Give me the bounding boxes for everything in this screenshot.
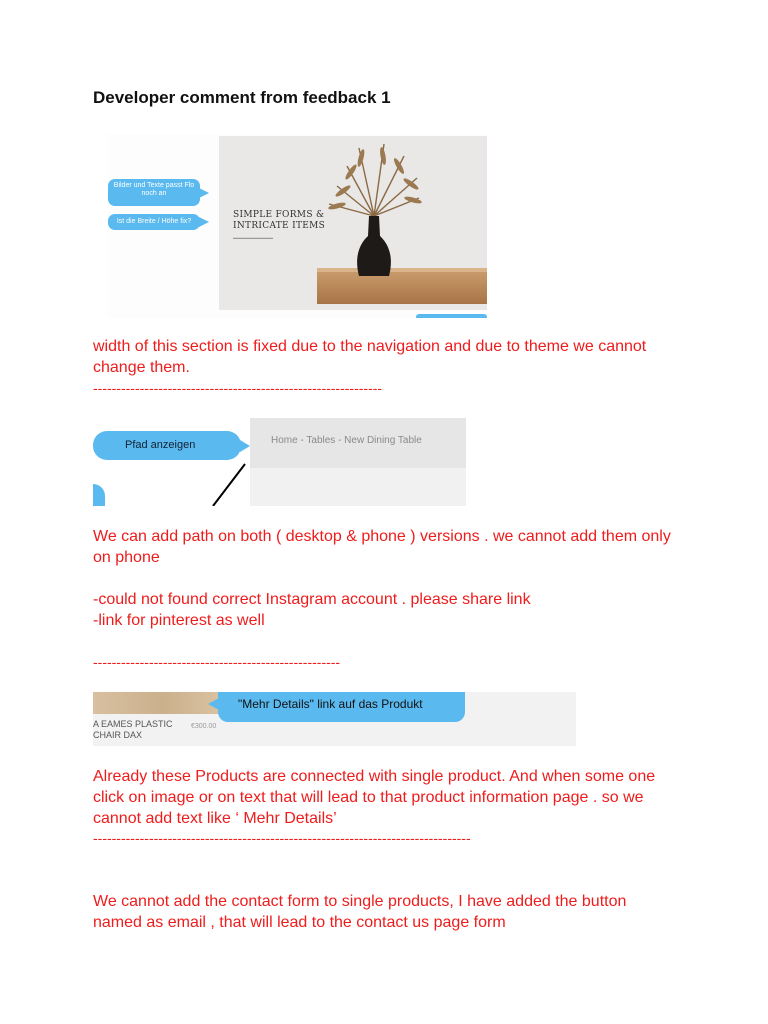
comment-product-links: Already these Products are connected with single product. And when some one click on image or on text that will lead to that product information page . so we cannot add text like ‘ Mehr Details’ (93, 768, 656, 827)
hero-heading-line1: SIMPLE FORMS & (233, 210, 325, 220)
black-vase (219, 136, 487, 310)
product-price: €300.00 (191, 723, 217, 730)
separator-1: -------------------------------------------------------------- (93, 381, 383, 395)
comment-pinterest: -link for pinterest as well (93, 612, 265, 629)
feedback-bubble-show-path-text: Pfad anzeigen (125, 439, 196, 451)
feedback-bubble-more-details-text: "Mehr Details" link auf das Produkt (238, 697, 423, 711)
hero-subtext-placeholder: ▬▬▬▬▬▬▬▬▬▬ (233, 235, 273, 240)
hero-heading-line2: INTRICATE ITEMS (233, 221, 326, 231)
feedback-bubble-more-details (218, 692, 465, 722)
pointer-line (93, 418, 466, 506)
comment-section-width: width of this section is fixed due to the navigation and due to theme we cannot change them. (93, 338, 647, 376)
breadcrumb-text: Home - Tables - New Dining Table (271, 435, 422, 446)
feedback-bubble-width (108, 214, 200, 230)
comment-instagram: -could not found correct Instagram account . please share link (93, 591, 531, 608)
breadcrumb-screenshot (93, 418, 466, 506)
feedback-bubble-images (108, 179, 200, 206)
product-name-line1: A EAMES PLASTIC (93, 719, 173, 729)
document-title: Developer comment from feedback 1 (93, 88, 391, 107)
product-details-screenshot (93, 692, 576, 746)
separator-3: --------------------------------------------------------------------------------- (93, 831, 471, 845)
blue-bar-fragment (416, 314, 487, 318)
hero-image-panel (219, 136, 487, 310)
feedback-bubble-images-text: Bilder und Texte passt Flo noch an (113, 182, 195, 197)
separator-2: ----------------------------------------------------- (93, 655, 341, 669)
product-name-line2: CHAIR DAX (93, 730, 143, 740)
product-name (93, 719, 173, 741)
feedback-bubble-width-text: Ist die Breite / Höhe fix? (116, 218, 192, 225)
comment-contact-form: We cannot add the contact form to single products, I have added the button named as email , that will lead to the contact us page form (93, 893, 627, 931)
comment-path-versions: We can add path on both ( desktop & phone ) versions . we cannot add them only on phone (93, 528, 671, 566)
hero-section-screenshot (108, 134, 487, 318)
